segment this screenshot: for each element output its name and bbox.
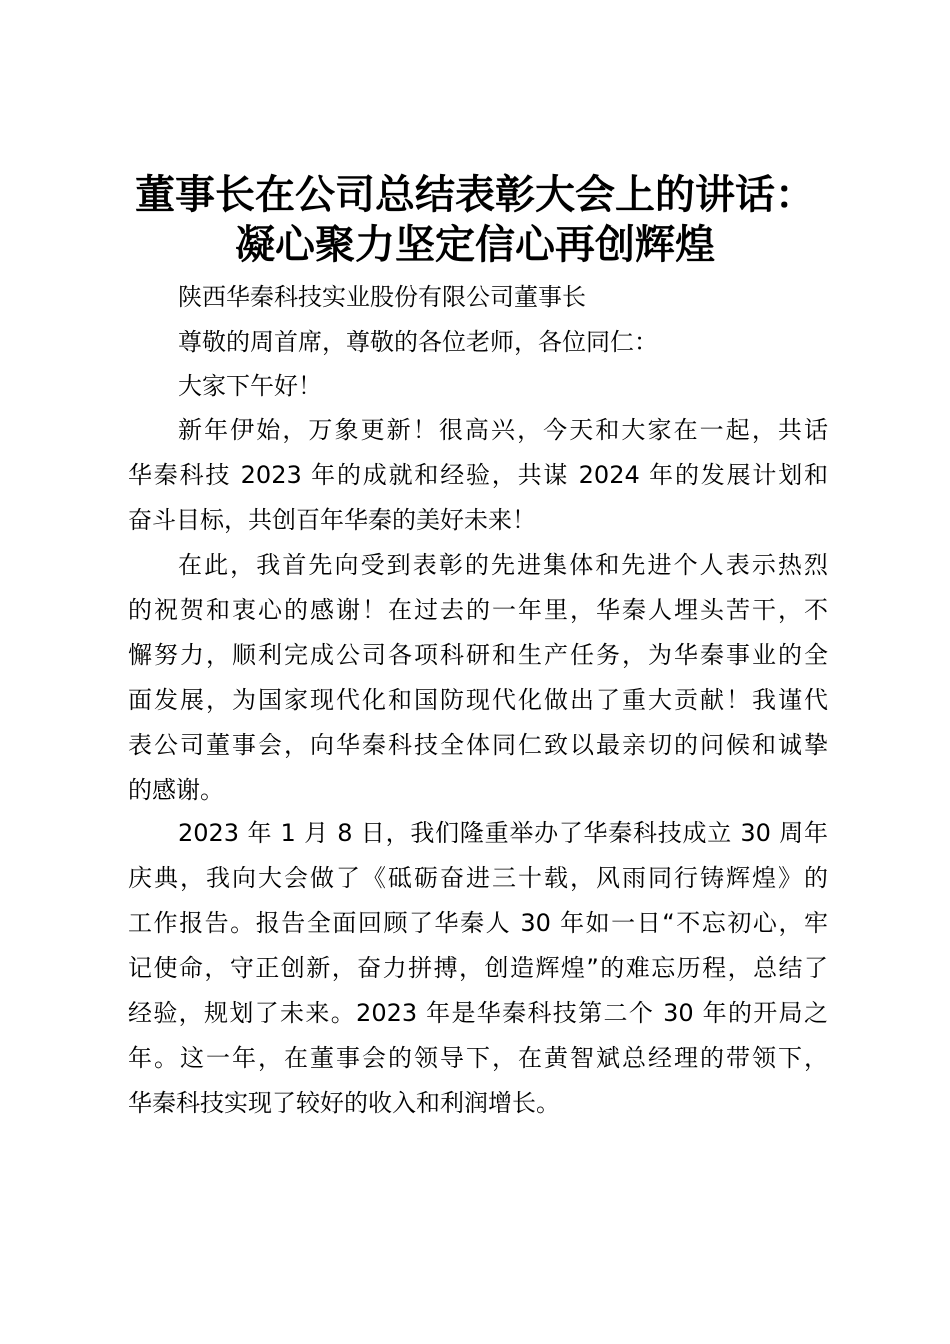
paragraph-line: 的感谢。 [128, 776, 224, 804]
paragraph-line: 奋斗目标，共创百年华秦的美好未来！ [128, 506, 536, 534]
paragraph-line: 2023 年 1 月 8 日，我们隆重举办了华秦科技成立 30 周年 [178, 819, 828, 847]
author-line: 陕西华秦科技实业股份有限公司董事长 [178, 283, 586, 311]
paragraph-line: 在此，我首先向受到表彰的先进集体和先进个人表示热烈 [178, 551, 828, 579]
paragraph-line: 华秦科技实现了较好的收入和利润增长。 [128, 1089, 560, 1117]
paragraph-line: 庆典，我向大会做了《砥砺奋进三十载，风雨同行铸辉煌》的 [128, 864, 828, 892]
paragraph-line: 年。这一年，在董事会的领导下，在黄智斌总经理的带领下， [128, 1044, 828, 1072]
document-title-line-1: 董事长在公司总结表彰大会上的讲话： [135, 172, 815, 218]
paragraph-line: 记使命，守正创新，奋力拼搏，创造辉煌”的难忘历程，总结了 [128, 954, 828, 982]
paragraph-line: 表公司董事会，向华秦科技全体同仁致以最亲切的问候和诚挚 [128, 731, 828, 759]
document-title-line-2: 凝心聚力坚定信心再创辉煌 [235, 222, 715, 268]
paragraph-line: 懈努力，顺利完成公司各项科研和生产任务，为华秦事业的全 [128, 641, 828, 669]
paragraph-line: 新年伊始，万象更新！很高兴，今天和大家在一起，共话 [178, 416, 828, 444]
paragraph-line: 工作报告。报告全面回顾了华秦人 30 年如一日“不忘初心，牢 [128, 909, 828, 937]
greeting: 大家下午好！ [178, 372, 322, 400]
paragraph-line: 面发展，为国家现代化和国防现代化做出了重大贡献！我谨代 [128, 686, 828, 714]
salutation: 尊敬的周首席，尊敬的各位老师，各位同仁： [178, 328, 658, 356]
paragraph-line: 经验，规划了未来。2023 年是华秦科技第二个 30 年的开局之 [128, 999, 828, 1027]
paragraph-line: 的祝贺和衷心的感谢！在过去的一年里，华秦人埋头苦干，不 [128, 596, 828, 624]
paragraph-line: 华秦科技 2023 年的成就和经验，共谋 2024 年的发展计划和 [128, 461, 828, 489]
